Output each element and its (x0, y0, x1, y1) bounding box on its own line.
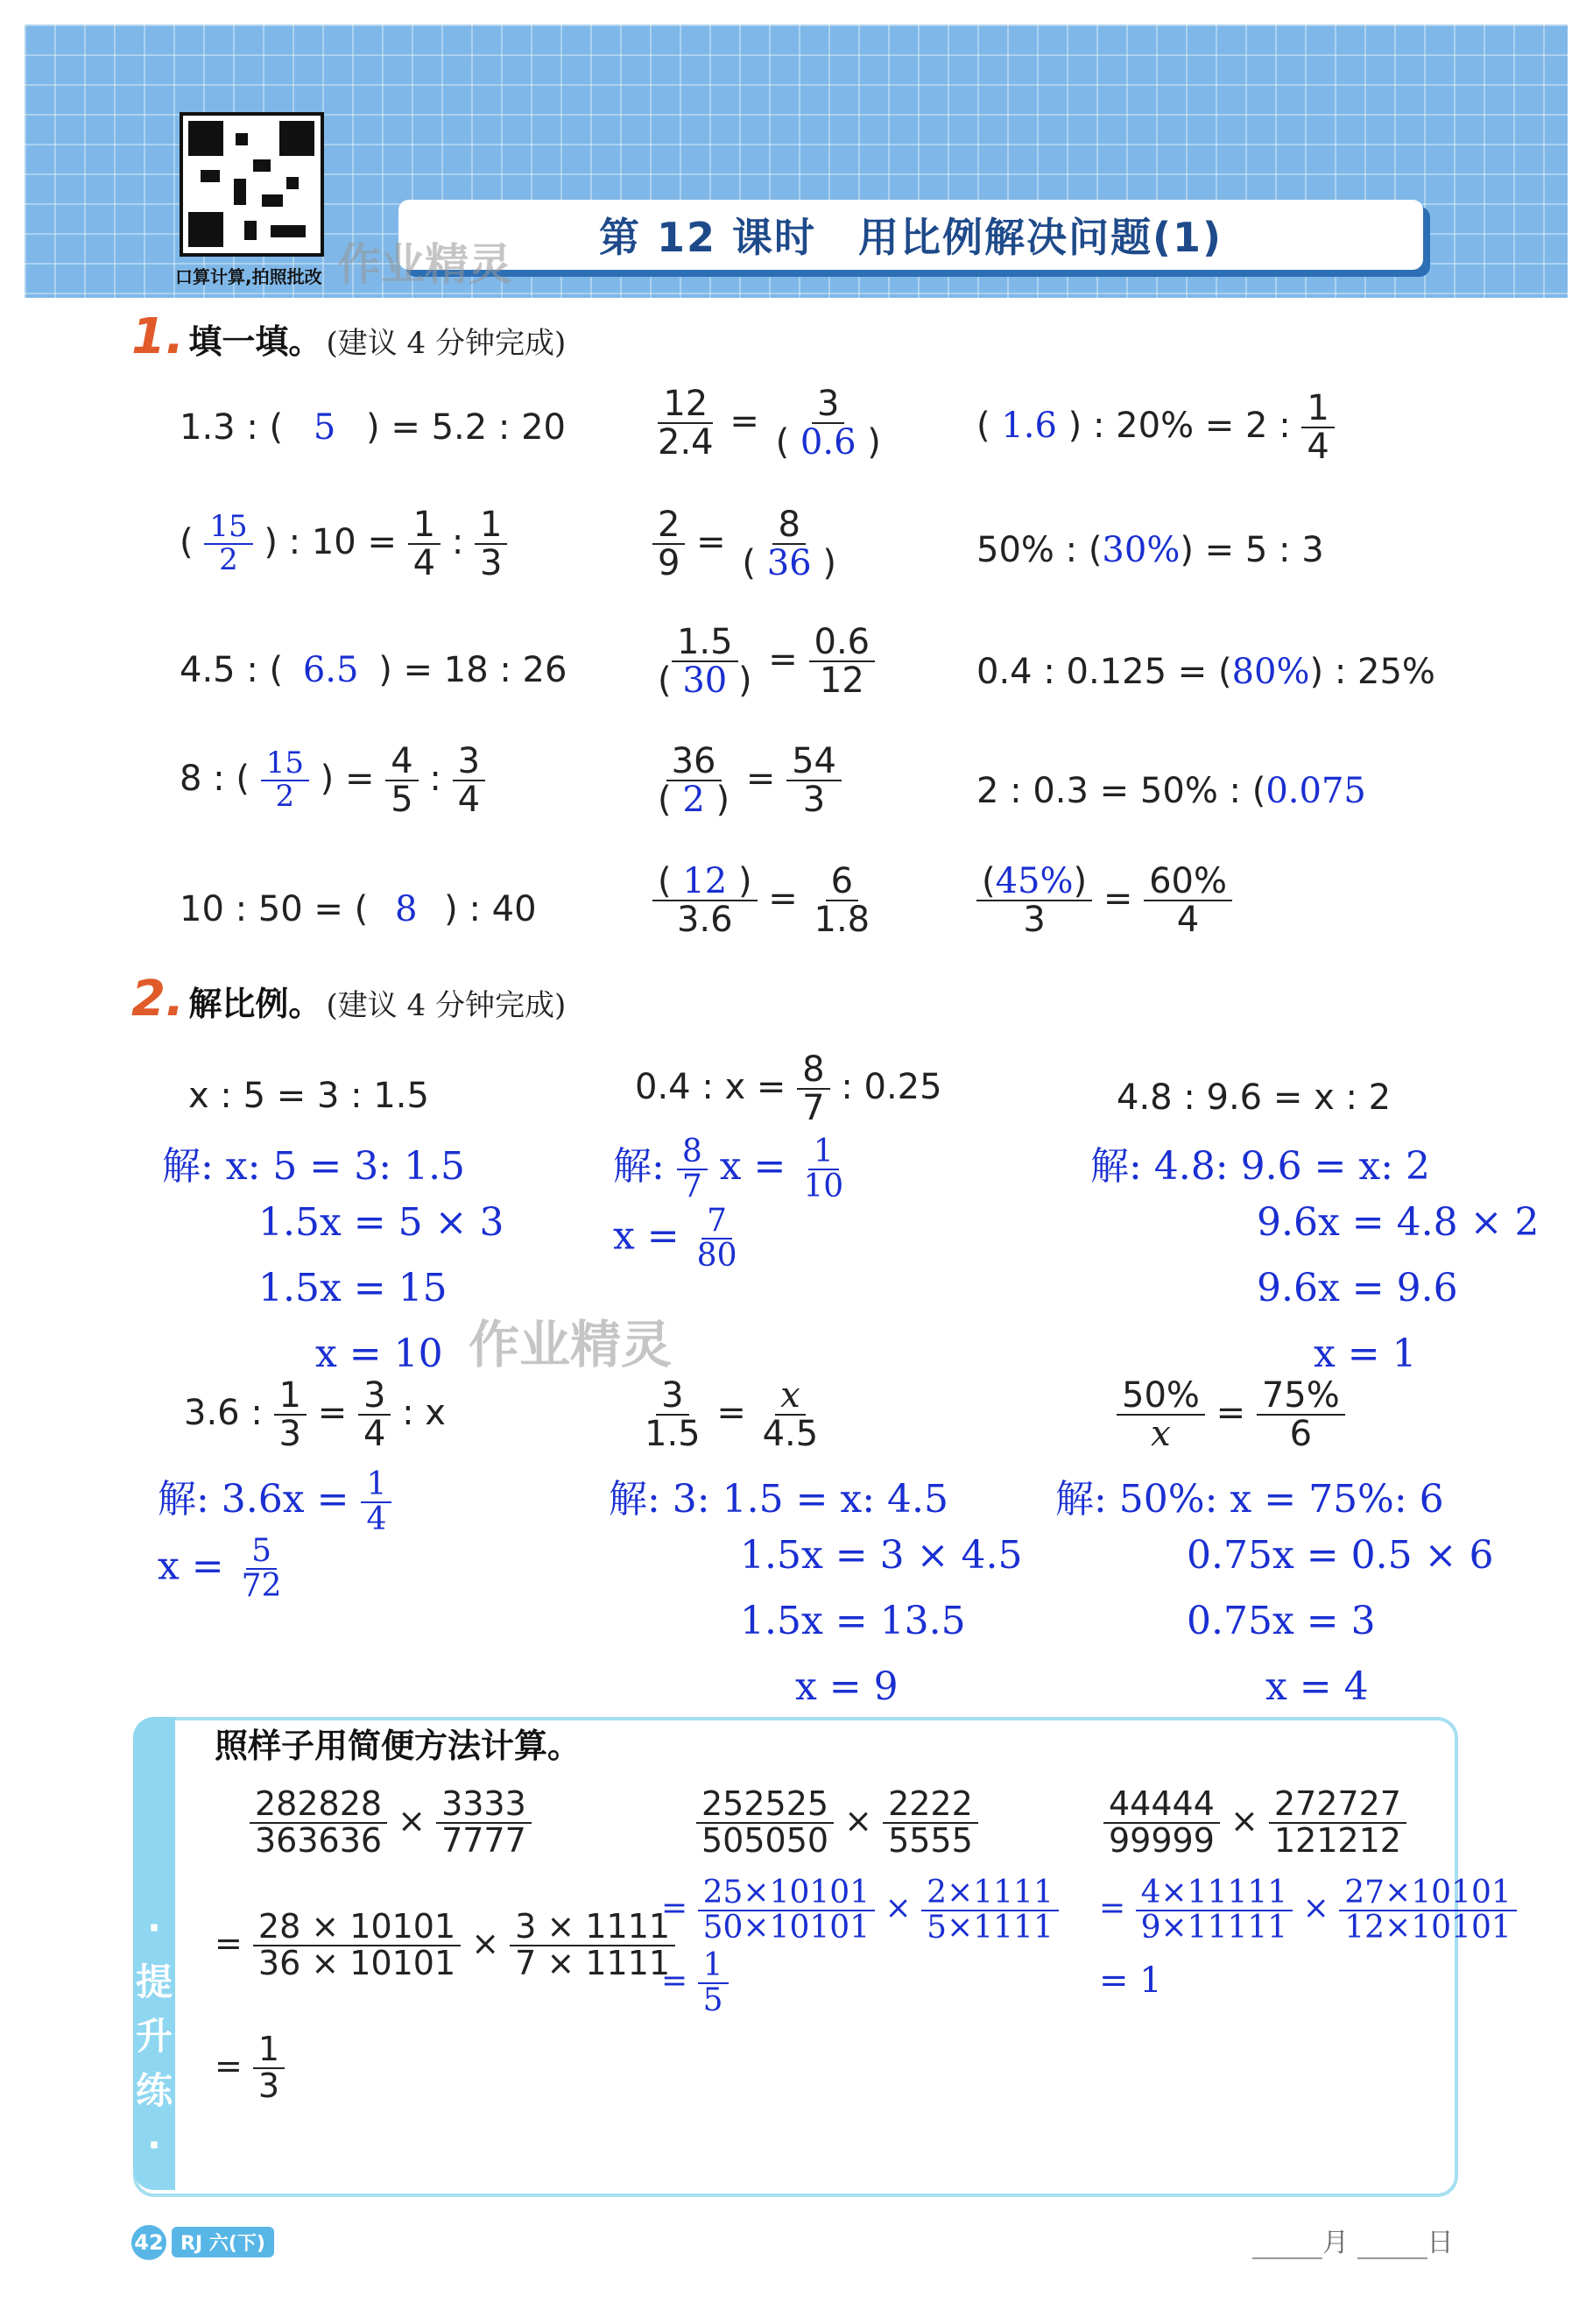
fill-item-12: 2 : 0.3 = 50% : (0.075 (976, 771, 1366, 811)
solution-4-step-1: 解: 3.6x = $\frac{1}{4}$ (158, 1467, 391, 1536)
fill-item-1: 1.3 : ( 5 ) = 5.2 : 20 (180, 407, 566, 448)
fill-item-2: $\frac{12}{2.4}$ = $\frac{3}{( 0.6 )}$ (658, 384, 881, 463)
exercise-2-result: = $\frac{1}{5}$ (661, 1949, 729, 2017)
fill-answer-3: 1.6 (1001, 406, 1057, 446)
fill-answer-4: $\frac{15}{2}$ (204, 512, 252, 576)
page-number: 42 (131, 2225, 166, 2260)
fill-item-14: $\frac{( 12 )}{3.6}$ = $\frac{6}{1.8}$ (652, 863, 875, 938)
solution-5-step-1: 解: 3: 1.5 = x: 4.5 (609, 1477, 949, 1522)
solution-2-step-2: x = $\frac{7}{80}$ (613, 1203, 737, 1274)
solution-1-step-3: 1.5x = 15 (258, 1266, 448, 1310)
section1-title: 填一填。 (188, 322, 322, 361)
exercise-1-step-1: = $\frac{28 \times 10101}{36 \times 10101}$ × $\frac{3 \times 1111}{7 \times 1111}$ (215, 1910, 675, 1981)
solution-2-step-1: 解: $\frac{8}{7}$ x = $\frac{1}{10}$ (613, 1133, 844, 1204)
fill-item-11: $\frac{36}{( 2 )}$ = $\frac{54}{3}$ (652, 743, 842, 818)
proportion-question-1: x : 5 = 3 : 1.5 (188, 1076, 429, 1116)
solution-5-step-4: x = 9 (795, 1664, 899, 1709)
proportion-question-4: 3.6 : $\frac{1}{3}$ = $\frac{3}{4}$ : x (184, 1375, 446, 1454)
solution-6-step-3: 0.75x = 3 (1187, 1599, 1376, 1643)
exercise-instruction: 照样子用简便方法计算。 (215, 1727, 582, 1765)
solution-1-step-4: x = 10 (315, 1332, 443, 1376)
fill-item-13: 10 : 50 = ( 8 ) : 40 (180, 889, 537, 929)
solution-3-step-1: 解: 4.8: 9.6 = x: 2 (1090, 1144, 1431, 1189)
fill-answer-2: 0.6 (800, 422, 856, 463)
qr-code[interactable] (180, 112, 324, 257)
fill-answer-7: 6.5 (302, 650, 359, 690)
fill-item-6: 50% : (30%) = 5 : 3 (976, 530, 1324, 570)
lesson-title: 第 12 课时 用比例解决问题(1) (598, 214, 1223, 261)
solution-4-step-2: x = $\frac{5}{72}$ (158, 1533, 282, 1604)
grade-label: RJ 六(下) (172, 2227, 274, 2257)
section2-hint: (建议 4 分钟完成) (326, 988, 567, 1023)
extension-tab-label: ·提升练· (135, 1906, 173, 2166)
exercise-3-step-1: = $\frac{4\times 11111}{9\times 11111}$ × $\frac{27\times 10101}{12\times 10101}$ (1099, 1876, 1517, 1945)
fill-answer-9: 80% (1231, 652, 1310, 692)
section2-heading (131, 971, 566, 1028)
section2-number: 2. (131, 971, 185, 1028)
solution-5-step-3: 1.5x = 13.5 (740, 1599, 966, 1643)
proportion-question-6: $\frac{50\%}{x}$ = $\frac{75\%}{6}$ (1117, 1377, 1345, 1452)
qr-caption: 口算计算,拍照批改 (175, 266, 322, 287)
section1-hint: (建议 4 分钟完成) (326, 326, 567, 361)
watermark-2: 作业精灵 (469, 1315, 673, 1374)
fill-item-8: $\frac{1.5}{( 30 )}$ = $\frac{0.6}{12}$ (652, 624, 875, 699)
proportion-question-3: 4.8 : 9.6 = x : 2 (1117, 1077, 1392, 1118)
solution-6-step-2: 0.75x = 0.5 × 6 (1187, 1533, 1494, 1578)
fill-answer-6: 30% (1102, 530, 1181, 570)
fill-answer-1: 5 (313, 407, 336, 448)
exercise-2-expression: $\frac{252525}{505050}$ × $\frac{2222}{5555}$ (696, 1787, 978, 1859)
fill-answer-5: 36 (766, 543, 812, 583)
date-fields: 月 日 (1252, 2221, 1454, 2259)
proportion-question-2: 0.4 : x = $\frac{8}{7}$ : 0.25 (635, 1049, 942, 1128)
fill-item-5: $\frac{2}{9}$ = $\frac{8}{( 36 )}$ (652, 506, 842, 582)
fill-answer-8: 30 (682, 660, 728, 701)
fill-answer-12: 0.075 (1265, 771, 1366, 811)
solution-6-step-1: 解: 50%: x = 75%: 6 (1055, 1477, 1444, 1522)
exercise-1-result: = $\frac{1}{3}$ (215, 2032, 285, 2104)
solution-5-step-2: 1.5x = 3 × 4.5 (740, 1533, 1023, 1578)
solution-3-step-4: x = 1 (1314, 1332, 1417, 1376)
fill-answer-15: 45% (995, 861, 1074, 901)
solution-6-step-4: x = 4 (1265, 1664, 1369, 1709)
fill-item-15: $\frac{(45\%)}{3}$ = $\frac{60\%}{4}$ (976, 863, 1232, 938)
fill-item-4: ( $\frac{15}{2}$ ) : 10 = $\frac{1}{4}$ : $\frac{1}{3}$ (180, 506, 507, 582)
fill-answer-13: 8 (394, 889, 418, 929)
fill-answer-14: 12 (682, 861, 728, 901)
section1-number: 1. (131, 308, 185, 365)
section2-title: 解比例。 (188, 985, 322, 1023)
section1-heading (131, 308, 566, 365)
proportion-question-5: $\frac{3}{1.5}$ = $\frac{x}{4.5}$ (645, 1375, 819, 1454)
fill-answer-11: 2 (682, 780, 705, 820)
solution-1-step-2: 1.5x = 5 × 3 (258, 1200, 504, 1245)
solution-3-step-3: 9.6x = 9.6 (1257, 1266, 1458, 1310)
lesson-title-banner (398, 200, 1423, 270)
watermark-1: 作业精灵 (337, 239, 512, 290)
fill-item-9: 0.4 : 0.125 = (80%) : 25% (976, 652, 1435, 692)
month-blank[interactable] (1252, 2231, 1322, 2259)
solution-1-step-1: 解: x: 5 = 3: 1.5 (162, 1144, 466, 1189)
fill-item-3: ( 1.6 ) : 20% = 2 : $\frac{1}{4}$ (976, 390, 1335, 465)
exercise-3-expression: $\frac{44444}{99999}$ × $\frac{272727}{121212}$ (1103, 1787, 1406, 1859)
fill-item-7: 4.5 : ( 6.5 ) = 18 : 26 (180, 650, 567, 690)
exercise-3-result: = 1 (1099, 1960, 1162, 2001)
day-blank[interactable] (1357, 2231, 1427, 2259)
fill-answer-10: $\frac{15}{2}$ (261, 748, 309, 812)
exercise-2-step-1: = $\frac{25\times 10101}{50\times 10101}$ × $\frac{2\times 1111}{5\times 1111}$ (661, 1876, 1059, 1945)
solution-3-step-2: 9.6x = 4.8 × 2 (1257, 1200, 1540, 1245)
exercise-1-expression: $\frac{282828}{363636}$ × $\frac{3333}{7777}$ (250, 1787, 532, 1859)
fill-item-10: 8 : ( $\frac{15}{2}$ ) = $\frac{4}{5}$ : $\frac{3}{4}$ (180, 743, 485, 818)
